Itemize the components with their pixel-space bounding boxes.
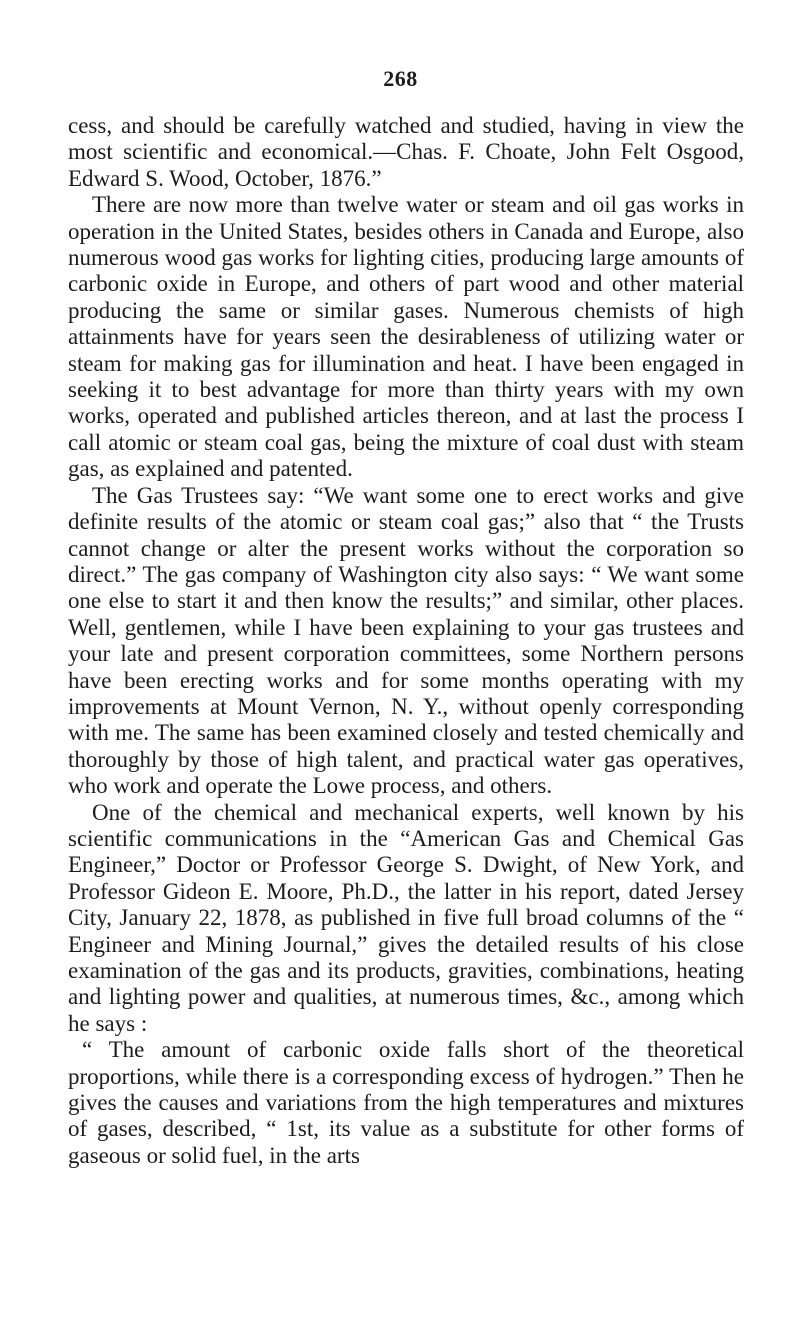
paragraph-experts: One of the chemical and mechanical experts, well known by his scientific communications in the “American Gas and Chemical Gas Engineer,” Doctor or Professor George S. Dwight, of New York, and Professor Gideon E. Moore, Ph.D., the latter in his report, dated Jersey City, January 22, 1878, as published in five full broad columns of the “ Engineer and Mining Journal,” gives the detailed results of his close examination of the gas and its products, gravities, combinations, heating and lighting power and qualities, at numerous times, &c., among which he says : — [68, 799, 744, 1036]
paragraph-continuation: cess, and should be carefully watched and studied, having in view the most scientific and economical.—Chas. F. Choate, John Felt Osgood, Edward S. Wood, October, 1876.” — [68, 113, 744, 191]
page-number: 268 — [383, 66, 418, 91]
body-text — [68, 113, 744, 1169]
paragraph-gas-trustees: The Gas Trustees say: “We want some one to erect works and give definite results of the atomic or steam coal gas;” also that “ the Trusts cannot change or alter the present works without the corporation so direct.” The gas company of Washington city also says: “ We want some one else to start it and then know the results;” and similar, other places. Well, gentlemen, while I have been explaining to your gas trustees and your late and present corporation committees, some Northern persons have been erecting works and for some months operating with my improvements at Mount Vernon, N. Y., without openly corresponding with me. The same has been examined closely and tested chemically and thoroughly by those of high talent, and practical water gas operatives, who work and operate the Lowe process, and others. — [68, 482, 744, 799]
paragraph-quotation: “ The amount of carbonic oxide falls short of the theoretical proportions, while there is a corresponding excess of hydrogen.” Then he gives the causes and variations from the high temperatures and mixtures of gases, described, “ 1st, its value as a substitute for other forms of gaseous or solid fuel, in the arts — [68, 1037, 744, 1168]
paragraph-gas-works: There are now more than twelve water or steam and oil gas works in operation in the United States, besides others in Canada and Europe, also numerous wood gas works for lighting cities, producing large amounts of carbonic oxide in Europe, and others of part wood and other material producing the same or similar gases. Numerous chemists of high attainments have for years seen the desirableness of utilizing water or steam for making gas for illumination and heat. I have been engaged in seeking it to best advantage for more than thirty years with my own works, operated and published articles thereon, and at last the process I call atomic or steam coal gas, being the mixture of coal dust with steam gas, as explained and patented. — [68, 192, 744, 482]
